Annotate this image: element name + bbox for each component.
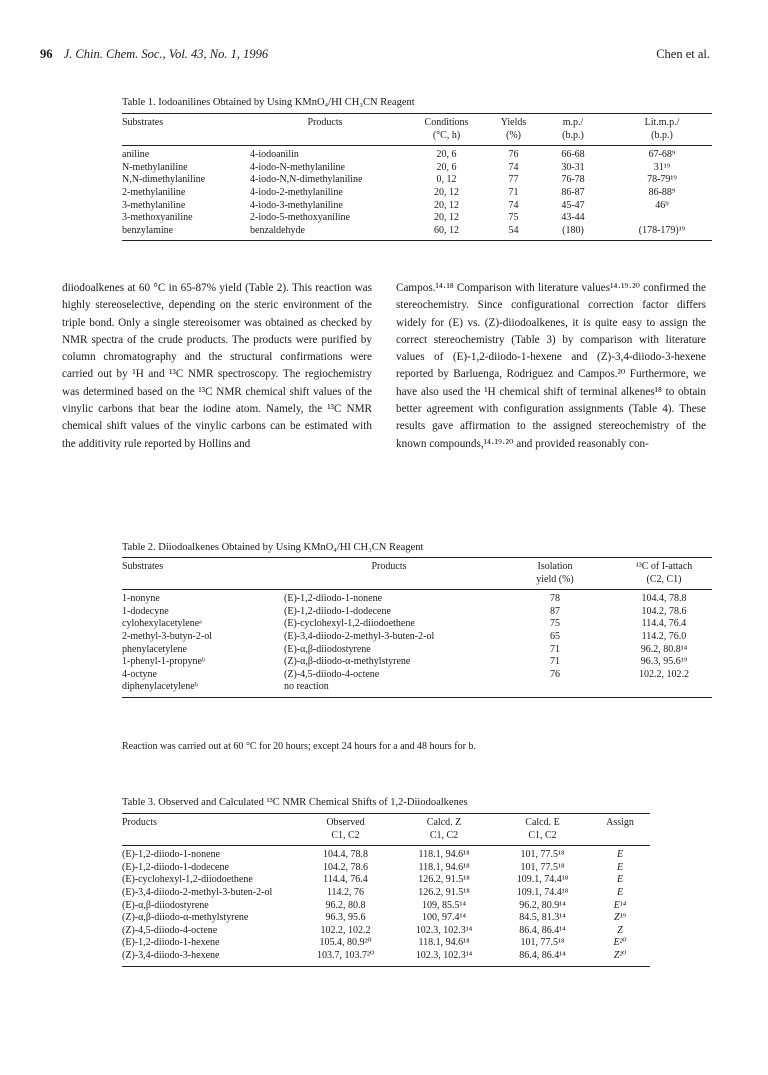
table3-cell-assign: E <box>616 849 624 861</box>
table3-cell-product: (E)-1,2-diiodo-1-nonene <box>122 849 221 861</box>
table3 <box>122 813 650 967</box>
table1-cell-mp: 86-87 <box>561 186 585 198</box>
table3-cell-assign: E¹⁴ <box>613 899 627 911</box>
table1-row <box>122 146 712 162</box>
table2-cell-product: (E)-cyclohexyl-1,2-diiodoethene <box>284 618 415 630</box>
table1-header-mp-unit: (b.p.) <box>562 129 584 141</box>
table2-cell-c13: 96.3, 95.6¹⁹ <box>640 656 688 668</box>
table2-cell-product: (E)-1,2-diiodo-1-nonene <box>284 593 383 605</box>
table3-cell-product: (E)-cyclohexyl-1,2-diiodoethene <box>122 874 253 886</box>
running-header <box>40 47 710 62</box>
table3-cell-observed: 96.2, 80.8 <box>325 899 366 911</box>
table2-cell-yield <box>494 681 616 697</box>
table3-cell-calce: 84.5, 81.3¹⁴ <box>519 912 566 924</box>
table1-cell-yield: 54 <box>508 224 519 236</box>
table3-header-calcz: Calcd. Z <box>426 817 462 828</box>
table1-header-substrates: Substrates <box>122 117 164 128</box>
table3-row <box>122 887 650 900</box>
table2-row <box>122 631 712 644</box>
table3-cell-product: (E)-1,2-diiodo-1-dodecene <box>122 861 229 873</box>
table2-cell-product: (E)-1,2-diiodo-1-dodecene <box>284 605 391 617</box>
table1-cell-substrate: N-methylaniline <box>122 161 188 173</box>
table3-cell-observed: 114.4, 76.4 <box>323 874 368 886</box>
table3-cell-product: (E)-3,4-diiodo-2-methyl-3-buten-2-ol <box>122 886 273 898</box>
table3-row <box>122 925 650 938</box>
table3-cell-calcz: 118.1, 94.6¹⁸ <box>418 849 470 861</box>
table2-cell-yield: 71 <box>550 643 560 655</box>
table3-cell-product: (E)-1,2-diiodo-1-hexene <box>122 937 220 949</box>
table1-header-yields: Yields <box>500 117 527 128</box>
table3-cell-product: (E)-α,β-diiodostyrene <box>122 899 209 911</box>
table2-row <box>122 656 712 669</box>
table2-cell-c13: 104.2, 78.6 <box>641 605 687 617</box>
table3-header-calce: Calcd. E <box>525 817 560 828</box>
table2-cell-c13: 96.2, 80.8¹⁴ <box>640 643 688 655</box>
table1-row <box>122 174 712 187</box>
table2-cell-c13: 102.2, 102.2 <box>639 668 689 680</box>
table2-cell-product: (E)-3,4-diiodo-2-methyl-3-buten-2-ol <box>284 630 435 642</box>
table3-cell-calce: 101, 77.5¹⁸ <box>520 937 565 949</box>
table3-header-calce-cols: C1, C2 <box>528 829 557 841</box>
table1-cell-substrate: 2-methylaniline <box>122 186 186 198</box>
table3-cell-observed: 104.4, 78.8 <box>323 849 368 861</box>
table3-cell-calcz: 126.2, 91.5¹⁸ <box>418 886 470 898</box>
table2-cell-yield: 71 <box>550 656 560 668</box>
journal-citation: J. Chin. Chem. Soc., Vol. 43, No. 1, 1996 <box>63 47 269 61</box>
table1-cell-conditions: 20, 6 <box>436 161 457 173</box>
table1-cell-lit: 86-88⁹ <box>648 186 676 198</box>
table3-row <box>122 937 650 950</box>
table3-row <box>122 846 650 862</box>
table1-cell-lit: 31¹⁹ <box>653 161 671 173</box>
table3-row <box>122 862 650 875</box>
table3-cell-observed: 103.7, 103.7²⁰ <box>316 949 374 961</box>
page-number: 96 <box>40 47 53 61</box>
table3-cell-observed: 96.3, 95.6 <box>325 912 366 924</box>
body-right-column <box>396 280 706 453</box>
table1-cell-lit: 67-68⁹ <box>648 149 676 161</box>
table1-cell-yield: 74 <box>508 199 519 211</box>
table2-cell-substrate: 2-methyl-3-butyn-2-ol <box>122 630 212 642</box>
table3-cell-calcz: 102.3, 102.3¹⁴ <box>415 949 473 961</box>
table3-cell-calcz: 100, 97.4¹⁴ <box>422 912 466 924</box>
table1-cell-product: 4-iodo-N,N-dimethylaniline <box>250 174 363 186</box>
table3-cell-calce: 109.1, 74.4¹⁸ <box>516 874 569 886</box>
table1-cell-conditions: 20, 12 <box>434 212 459 224</box>
table1-header-litmp: Lit.m.p./ <box>644 117 680 128</box>
table3-cell-calcz: 109, 85.5¹⁴ <box>422 899 466 911</box>
table3-cell-product: (Z)-4,5-diiodo-4-octene <box>122 924 218 936</box>
table1-cell-mp: 76-78 <box>561 174 585 186</box>
table3-cell-calce: 86.4, 86.4¹⁴ <box>519 949 566 961</box>
table2-cell-substrate: diphenylacetyleneᵇ <box>122 681 198 693</box>
table2-cell-yield: 65 <box>550 630 560 642</box>
table1-cell-substrate: N,N-dimethylaniline <box>122 174 206 186</box>
table1-cell-mp: 66-68 <box>561 149 585 161</box>
table2-row <box>122 669 712 682</box>
table3-header-observed: Observed <box>326 817 365 828</box>
table3-header-products: Products <box>122 817 157 828</box>
table1-cell-product: benzaldehyde <box>250 224 305 236</box>
table3-header-calcz-cols: C1, C2 <box>429 829 459 841</box>
table1-cell-substrate: benzylamine <box>122 224 174 236</box>
table2-cell-substrate: cylohexylacetyleneᵃ <box>122 618 202 630</box>
table3-cell-calcz: 126.2, 91.5¹⁸ <box>418 874 470 886</box>
table2-row <box>122 590 712 606</box>
table1-cell-conditions: 20, 12 <box>434 186 459 198</box>
table3-row <box>122 900 650 913</box>
table3-cell-observed: 105.4, 80.9²⁰ <box>319 937 372 949</box>
table1-cell-lit: (178-179)¹⁹ <box>638 224 686 236</box>
table3-cell-assign: E <box>616 886 624 898</box>
table1-cell-substrate: 3-methoxyaniline <box>122 212 193 224</box>
table1-cell-product: 4-iodo-N-methylaniline <box>250 161 345 173</box>
table2-header-isolation: Isolation <box>537 561 573 572</box>
table1-row <box>122 212 712 225</box>
table3-cell-calcz: 118.1, 94.6¹⁸ <box>418 937 470 949</box>
table2-header-c13: ¹³C of I-attach <box>635 561 693 572</box>
table2-cell-c13: 114.2, 76.0 <box>641 630 687 642</box>
table3-row <box>122 912 650 925</box>
table3-row <box>122 874 650 887</box>
author-running-head: Chen et al. <box>656 47 710 61</box>
table1-cell-conditions: 0, 12 <box>436 174 457 186</box>
table2-footnote: Reaction was carried out at 60 °C for 20 hours; except 24 hours for a and 48 hours for b. <box>122 741 476 752</box>
table1-row <box>122 200 712 213</box>
table3-row <box>122 950 650 966</box>
table2-cell-yield: 76 <box>550 668 560 680</box>
table1-cell-mp: 43-44 <box>561 212 585 224</box>
table1-header-litmp-unit: (b.p.) <box>651 129 673 141</box>
table2-header-c13-unit: (C2, C1) <box>646 573 682 585</box>
table2-cell-yield: 75 <box>550 618 560 630</box>
table3-cell-assign: E <box>616 861 624 873</box>
table1-cell-yield: 75 <box>508 212 519 224</box>
table3-cell-observed: 104.2, 78.6 <box>323 861 368 873</box>
body-left-column <box>62 280 372 453</box>
table1-row <box>122 187 712 200</box>
table3-cell-calce: 86.4, 86.4¹⁴ <box>519 924 566 936</box>
table2-row <box>122 644 712 657</box>
table1-cell-product: 4-iodo-2-methylaniline <box>250 186 343 198</box>
table1-cell-yield: 71 <box>508 186 519 198</box>
table1-cell-lit: 78-79¹⁹ <box>647 174 677 186</box>
table1-cell-product: 4-iodoanilin <box>250 149 299 161</box>
table1-cell-product: 2-iodo-5-methoxyaniline <box>250 212 350 224</box>
table1-cell-substrate: 3-methylaniline <box>122 199 186 211</box>
table1-cell-lit: 46⁹ <box>655 199 669 211</box>
table3-header-observed-cols: C1, C2 <box>331 829 360 841</box>
table3-cell-calcz: 118.1, 94.6¹⁸ <box>418 861 470 873</box>
table1-cell-yield: 76 <box>508 149 519 161</box>
table3-cell-product: (Z)-α,β-diiodo-α-methylstyrene <box>122 912 249 924</box>
table1-cell-mp: (180) <box>562 224 584 236</box>
table3-cell-observed: 102.2, 102.2 <box>320 924 371 936</box>
table2-cell-substrate: 1-phenyl-1-propyneᵇ <box>122 656 206 668</box>
table2-cell-substrate: 1-nonyne <box>122 593 160 605</box>
table3-cell-product: (Z)-3,4-diiodo-3-hexene <box>122 949 220 961</box>
table3-cell-calce: 101, 77.5¹⁸ <box>520 861 565 873</box>
table2-cell-c13: 114.4, 76.4 <box>641 618 687 630</box>
body-paragraph-left: diiodoalkenes at 60 °C in 65-87% yield (Table 2). This reaction was highly stereoselective, depending on the steric environment of the triple bond. Only a single stereoisomer was obtained as checked by NMR spectra of the crude products. The products were purified by column chromatography and the structural confirmations were carried out by ¹H and ¹³C NMR spectroscopy. The regiochemistry was determined based on the ¹³C NMR chemical shift values of the vinylic carbons that bear the iodine atom. Namely, the ¹³C NMR chemical shift values of the vinylic carbons can be estimated with the additivity rule reported by Hollins and <box>62 282 372 450</box>
table1-row <box>122 162 712 175</box>
table1-cell-yield: 74 <box>508 161 519 173</box>
table3-cell-assign: E²⁰ <box>613 937 627 949</box>
table1-cell-lit <box>612 212 712 225</box>
table2-row <box>122 681 712 697</box>
table3-cell-observed: 114.2, 76 <box>326 886 365 898</box>
table2-header-isolation-unit: yield (%) <box>536 573 574 585</box>
table3-caption: Table 3. Observed and Calculated ¹³C NMR Chemical Shifts of 1,2-Diiodoalkenes <box>122 797 468 808</box>
table2-cell-product: (Z)-α,β-diiodo-α-methylstyrene <box>284 656 411 668</box>
table2-cell-product: (Z)-4,5-diiodo-4-octene <box>284 668 380 680</box>
table2-header-products: Products <box>371 561 407 572</box>
table1-header-conditions-unit: (°C, h) <box>432 129 461 141</box>
table1-row <box>122 225 712 241</box>
table1-header-products: Products <box>307 117 343 128</box>
table1-cell-conditions: 20, 12 <box>434 199 459 211</box>
table3-cell-assign: Z²⁰ <box>613 949 627 961</box>
table2 <box>122 557 712 698</box>
table2-cell-substrate: phenylacetylene <box>122 643 187 655</box>
table1-cell-product: 4-iodo-3-methylaniline <box>250 199 343 211</box>
table1-caption: Table 1. Iodoanilines Obtained by Using KMnO₄/HI CH₃CN Reagent <box>122 97 415 108</box>
table2-cell-substrate: 4-octyne <box>122 668 157 680</box>
table2-caption: Table 2. Diiodoalkenes Obtained by Using KMnO₄/HI CH₃CN Reagent <box>122 542 424 553</box>
table1-header-conditions: Conditions <box>424 117 469 128</box>
table1-cell-substrate: aniline <box>122 149 150 161</box>
table2-cell-substrate: 1-dodecyne <box>122 605 169 617</box>
table1-cell-mp: 45-47 <box>561 199 585 211</box>
table2-cell-product: (E)-α,β-diiodostyrene <box>284 643 371 655</box>
table3-cell-assign: Z¹⁹ <box>613 912 627 924</box>
table3-cell-calce: 101, 77.5¹⁸ <box>520 849 565 861</box>
table2-header-substrates: Substrates <box>122 561 164 572</box>
table1-header-yields-unit: (%) <box>506 129 521 141</box>
table1-header-mp: m.p./ <box>562 117 584 128</box>
table2-row <box>122 618 712 631</box>
table3-cell-assign: Z <box>617 924 623 936</box>
table3-header-assign: Assign <box>606 817 634 828</box>
table1-cell-yield: 77 <box>508 174 519 186</box>
table2-cell-c13 <box>616 681 712 697</box>
table3-cell-calce: 109.1, 74.4¹⁸ <box>516 886 569 898</box>
table1-cell-conditions: 20, 6 <box>436 149 457 161</box>
body-paragraph-right: Campos.¹⁴·¹⁸ Comparison with literature values¹⁴·¹⁹·²⁰ confirmed the stereochemistry. Since configurational correction factor differs widely for (E) vs. (Z)-diiodoalkenes, it is quite easy to assign the correct stereochemistry (Table 3) by comparison with literature values of (E)-1,2-diiodo-1-hexene and (Z)-3,4-diiodo-3-hexene reported by Barluenga, Rodriguez and Campos.²⁰ Furthermore, we have also used the ¹H chemical shift of terminal alkenes¹⁸ to obtain better agreement with configuration assignments (Table 4). These results gave affirmation to the assigned stereochemistry of the known compounds,¹⁴·¹⁹·²⁰ and provided reasonably con- <box>396 282 706 450</box>
table2-cell-yield: 78 <box>550 593 560 605</box>
table3-cell-assign: E <box>616 874 624 886</box>
table1 <box>122 113 712 241</box>
table3-cell-calce: 96.2, 80.9¹⁴ <box>519 899 566 911</box>
table2-cell-c13: 104.4, 78.8 <box>641 593 687 605</box>
table2-cell-product: no reaction <box>284 681 329 693</box>
table2-row <box>122 606 712 619</box>
table1-cell-conditions: 60, 12 <box>434 224 459 236</box>
table2-cell-yield: 87 <box>550 605 560 617</box>
table3-cell-calcz: 102.3, 102.3¹⁴ <box>415 924 473 936</box>
table1-cell-mp: 30-31 <box>561 161 585 173</box>
